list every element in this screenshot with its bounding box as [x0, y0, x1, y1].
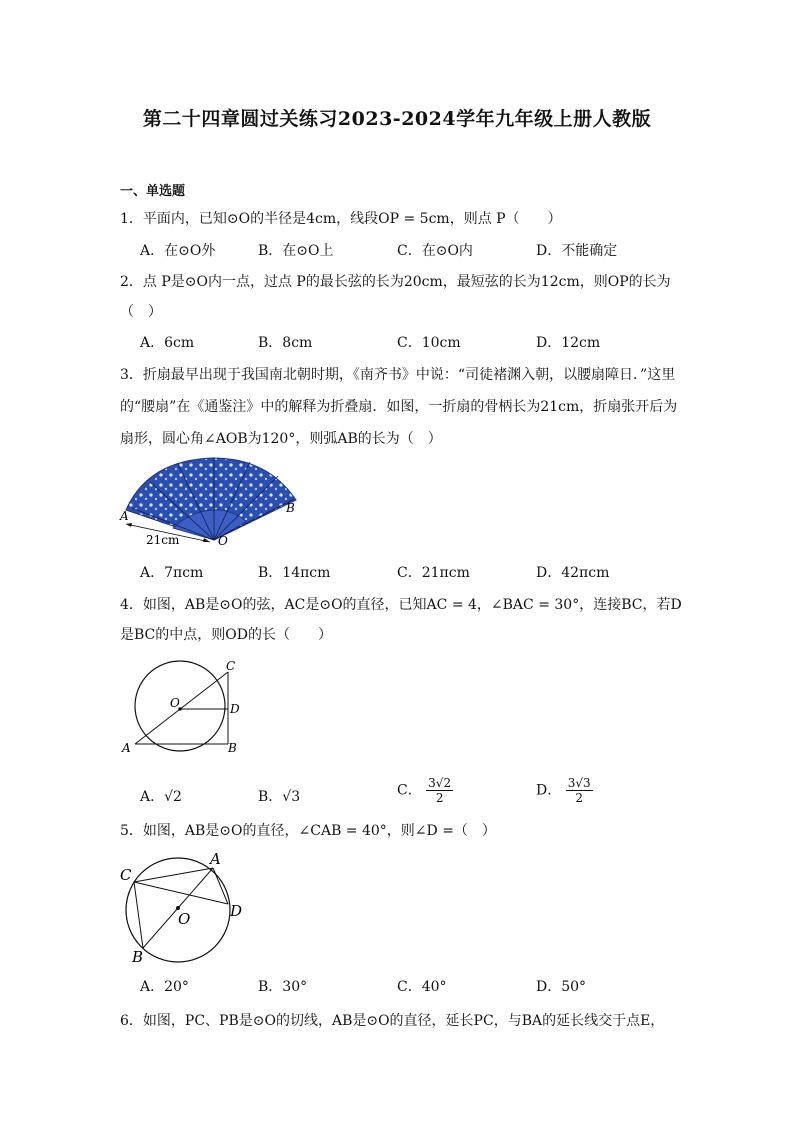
q1-option-b[interactable]: B．在⊙O上	[258, 243, 334, 259]
fan-label-a: A	[120, 509, 129, 523]
q5-label-a: A	[210, 850, 221, 868]
q4-option-d-fraction	[566, 776, 593, 805]
chord-ca	[134, 868, 213, 882]
circle-o	[135, 661, 225, 751]
q4-label-o: O	[170, 696, 180, 710]
question-4-text-cont: 是BC的中点，则OD的长（ ）	[120, 627, 332, 643]
q5-label-c: C	[120, 866, 132, 884]
q1-option-c[interactable]: C．在⊙O内	[397, 243, 473, 259]
q5-option-b[interactable]: B．30°	[258, 979, 308, 995]
q1-option-a[interactable]: A．在⊙O外	[140, 243, 216, 259]
q4-option-d[interactable]	[536, 776, 593, 805]
q4-option-c-prefix: C．	[397, 782, 422, 799]
q4-label-a: A	[122, 741, 131, 755]
q4-option-a[interactable]	[140, 786, 182, 806]
q5-label-b: B	[132, 948, 144, 966]
q5-label-o: O	[178, 910, 191, 928]
question-5-text: 5．如图，AB是⊙O的直径，∠CAB = 40°，则∠D =（ ）	[120, 823, 496, 839]
q4-option-c[interactable]	[397, 776, 453, 805]
q2-option-c[interactable]: C．10cm	[397, 335, 461, 351]
q1-option-d[interactable]: D．不能确定	[536, 243, 618, 259]
q4-option-b[interactable]	[258, 786, 300, 806]
q4-option-d-numerator: 3√3	[567, 776, 591, 790]
section-heading: 一、单选题	[120, 184, 186, 199]
question-3-text: 3．折扇最早出现于我国南北朝时期，《南齐书》中说：“司徒褚渊入朝，以腰扇障日．”这里	[120, 367, 676, 383]
q4-option-d-prefix: D．	[536, 782, 562, 799]
inscribed-angle-figure	[116, 848, 256, 966]
q4-option-d-denominator: 2	[575, 791, 583, 805]
circle-chord-figure	[118, 656, 248, 756]
q4-option-c-fraction	[426, 776, 453, 805]
question-2-text-cont: （ ）	[120, 304, 162, 320]
q4-option-b-expr: √3	[282, 789, 301, 805]
q2-option-d[interactable]: D．12cm	[536, 335, 601, 351]
chord-ad	[213, 868, 228, 904]
q3-option-a[interactable]: A．7πcm	[140, 565, 204, 581]
page-title: 第二十四章圆过关练习2023-2024学年九年级上册人教版	[142, 108, 652, 130]
q5-option-a[interactable]: A．20°	[140, 979, 189, 995]
q4-label-d: D	[230, 702, 240, 716]
folding-fan-figure	[118, 452, 308, 552]
q4-label-b: B	[228, 741, 237, 755]
q4-option-a-expr: √2	[164, 789, 182, 805]
q3-option-b[interactable]: B．14πcm	[258, 565, 331, 581]
arrow-head-left	[126, 523, 132, 527]
question-6-text: 6．如图，PC、PB是⊙O的切线，AB是⊙O的直径，延长PC，与BA的延长线交于点E，	[120, 1013, 665, 1029]
chord-cb	[134, 882, 143, 948]
chord-cd	[134, 882, 228, 904]
q4-option-c-denominator: 2	[435, 791, 444, 805]
diameter-ac	[135, 672, 228, 744]
question-1-text: 1．平面内，已知⊙O的半径是4cm，线段OP = 5cm，则点 P（ ）	[120, 211, 562, 227]
q2-option-b[interactable]: B．8cm	[258, 335, 313, 351]
q5-option-d[interactable]: D．50°	[536, 979, 587, 995]
q2-option-a[interactable]: A．6cm	[140, 335, 195, 351]
q3-option-c[interactable]: C．21πcm	[397, 565, 470, 581]
question-2-text: 2．点 P是⊙O内一点，过点 P的最长弦的长为20cm，最短弦的长为12cm，则OP的长为	[120, 274, 671, 290]
q5-label-d: D	[230, 902, 243, 920]
q5-option-c[interactable]: C．40°	[397, 979, 447, 995]
q4-option-b-prefix: B．	[258, 789, 283, 805]
question-3-text-cont2: 扇形，圆心角∠AOB为120°，则弧AB的长为（ ）	[120, 431, 442, 447]
fan-label-o: O	[218, 534, 228, 548]
q3-option-d[interactable]: D．42πcm	[536, 565, 610, 581]
q4-option-a-prefix: A．	[140, 789, 165, 805]
question-3-text-cont1: 的“腰扇”在《通鉴注》中的解释为折叠扇．如图，一折扇的骨柄长为21cm，折扇张开后为	[120, 399, 678, 415]
fan-length-label: 21cm	[146, 533, 180, 547]
fan-label-b: B	[286, 501, 295, 515]
q4-option-c-numerator: 3√2	[428, 776, 452, 790]
question-4-text: 4．如图，AB是⊙O的弦，AC是⊙O的直径，已知AC = 4，∠BAC = 30°，连接BC，若D	[120, 597, 682, 613]
q4-label-c: C	[226, 659, 236, 673]
